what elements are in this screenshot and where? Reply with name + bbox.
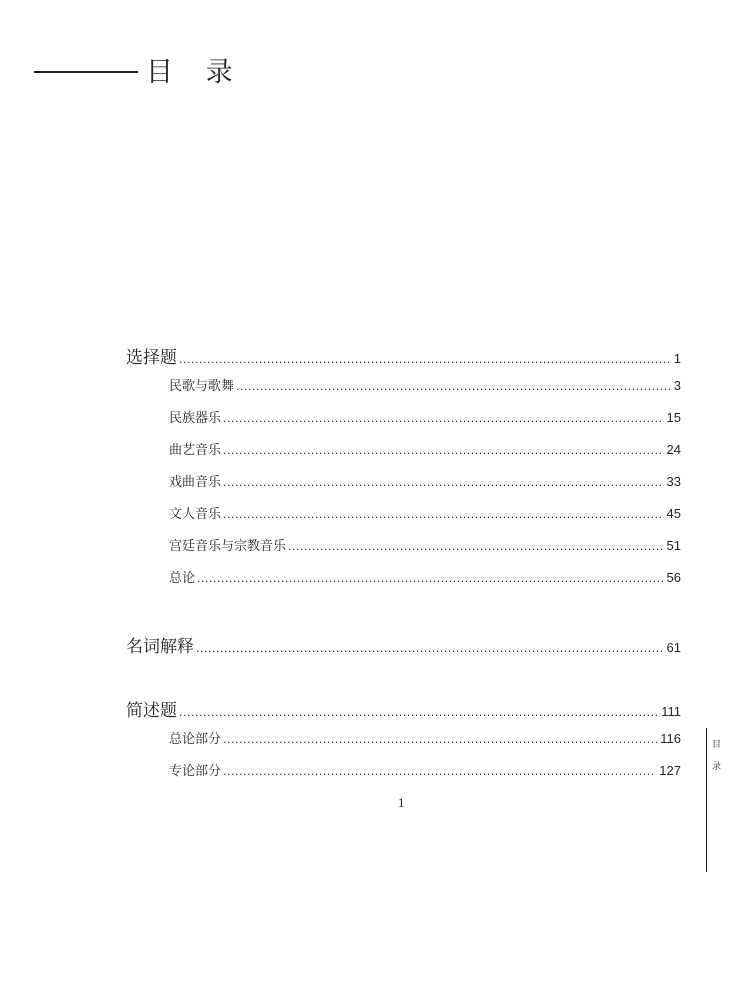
page-number: 1 (398, 795, 405, 810)
toc-entry[interactable] (169, 535, 681, 554)
dot-leader (223, 476, 664, 489)
toc-entry-label: 总论 (169, 571, 196, 586)
dot-leader (236, 380, 671, 393)
page-title: 目 录 (146, 57, 245, 88)
toc-entry-page: 33 (666, 474, 681, 489)
toc-entry-label: 选择题 (126, 348, 177, 368)
toc-entry-page: 116 (660, 731, 681, 746)
toc-entry-label: 简述题 (126, 701, 177, 721)
side-tab-char: 目 (712, 740, 722, 750)
toc-entry-section[interactable] (126, 343, 681, 368)
toc-entry-label: 民歌与歌舞 (169, 379, 235, 394)
toc-entry-label: 宫廷音乐与宗教音乐 (169, 539, 287, 554)
toc-entry[interactable] (169, 375, 681, 394)
toc-entry-page: 51 (666, 538, 681, 553)
toc-entry-page: 61 (666, 640, 681, 655)
toc-entry[interactable] (169, 503, 681, 522)
dot-leader (196, 642, 664, 655)
side-tab-char: 录 (712, 762, 722, 772)
dot-leader (179, 706, 658, 719)
dot-leader (179, 353, 671, 366)
side-tab (712, 734, 724, 778)
toc-entry-page: 15 (666, 410, 681, 425)
dot-leader (223, 765, 656, 778)
toc-entry[interactable] (169, 439, 681, 458)
dot-leader (223, 733, 657, 746)
toc-entry[interactable] (169, 567, 681, 586)
dot-leader (223, 444, 664, 457)
toc-entry-page: 24 (666, 442, 681, 457)
header-rule (34, 71, 138, 73)
toc-entry-page: 3 (673, 378, 681, 393)
toc-entry-label: 曲艺音乐 (169, 443, 222, 458)
side-tab-rule (706, 728, 707, 872)
toc-entry[interactable] (169, 471, 681, 490)
toc-entry-page: 56 (666, 570, 681, 585)
toc-entry-label: 民族器乐 (169, 411, 222, 426)
toc-entry-page: 1 (673, 351, 681, 366)
toc-entry-page: 111 (661, 704, 681, 719)
toc-entry-page: 45 (666, 506, 681, 521)
toc-entry-label: 戏曲音乐 (169, 475, 222, 490)
toc-entry-label: 名词解释 (126, 637, 194, 657)
toc-entry-section[interactable] (126, 632, 681, 657)
toc-entry[interactable] (169, 728, 681, 747)
toc-entry-page: 127 (659, 763, 681, 778)
toc-entry[interactable] (169, 760, 681, 779)
toc-entry-label: 文人音乐 (169, 507, 222, 522)
toc-entry-label: 总论部分 (169, 732, 222, 747)
dot-leader (223, 508, 664, 521)
dot-leader (197, 572, 664, 585)
dot-leader (288, 540, 664, 553)
toc-entry-label: 专论部分 (169, 764, 222, 779)
toc-entry[interactable] (169, 407, 681, 426)
dot-leader (223, 412, 664, 425)
toc-entry-section[interactable] (126, 696, 681, 721)
